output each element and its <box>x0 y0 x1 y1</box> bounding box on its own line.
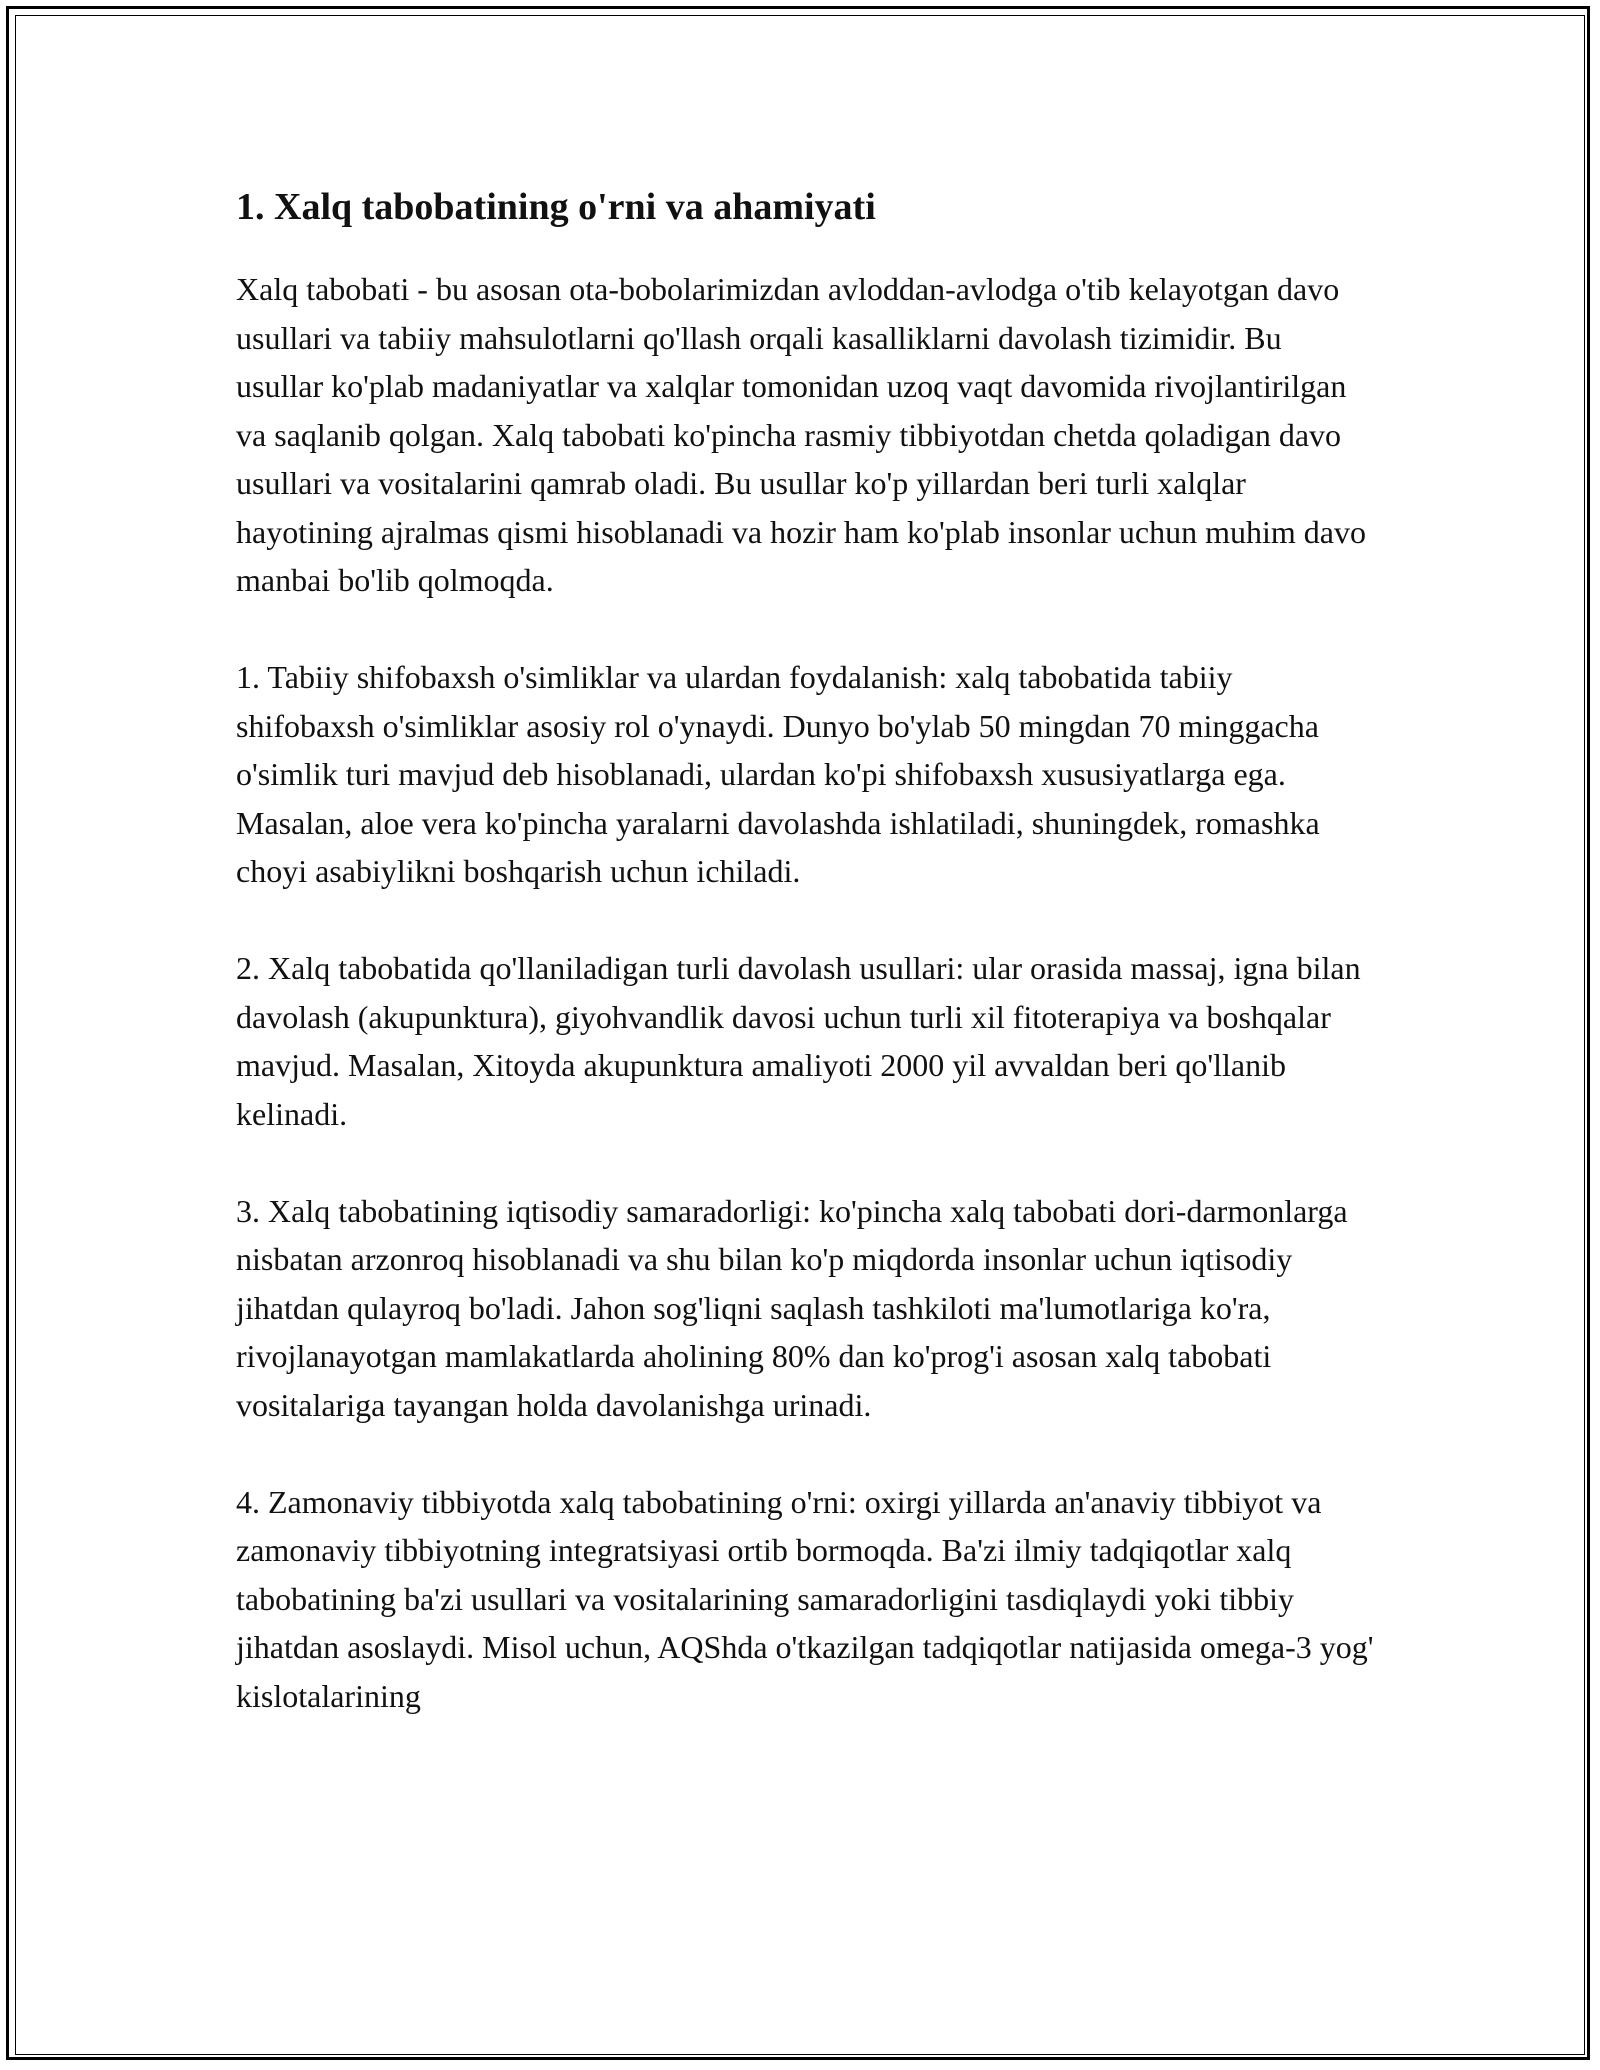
paragraph-item-3: 3. Xalq tabobatining iqtisodiy samaradorligi: ko'pincha xalq tabobati dori-darmonlarga nisbatan arzonroq hisoblanadi va shu bilan ko'p miqdorda insonlar uchun iqtisodiy jihatdan qulayroq bo'ladi. Jahon sog'liqni saqlash tashkiloti ma'lumotlariga ko'ra, rivojlanayotgan mamlakatlarda aholining 80% dan ko'prog'i asosan xalq tabobati vositalariga tayangan holda davolanishga urinadi. <box>236 1192 1348 1423</box>
paragraph-item-4: 4. Zamonaviy tibbiyotda xalq tabobatining o'rni: oxirgi yillarda an'anaviy tibbiyot va zamonaviy tibbiyotning integratsiyasi ortib bormoqda. Ba'zi ilmiy tadqiqotlar xalq tabobatining ba'zi usullari va vositalarining samaradorligini tasdiqlaydi yoki tibbiy jihatdan asoslaydi. Misol uchun, AQShda o'tkazilgan tadqiqotlar natijasida omega-3 yog' kislotalarining <box>236 1483 1374 1714</box>
paragraph-item-1: 1. Tabiiy shifobaxsh o'simliklar va ulardan foydalanish: xalq tabobatida tabiiy shifobaxsh o'simliklar asosiy rol o'ynaydi. Dunyo bo'ylab 50 mingdan 70 minggacha o'simlik turi mavjud deb hisoblanadi, ulardan ko'pi shifobaxsh xususiyatlarga ega. Masalan, aloe vera ko'pincha yaralarni davolashda ishlatiladi, shuningdek, romashka choyi asabiylikni boshqarish uchun ichiladi. <box>236 659 1320 889</box>
document-body <box>236 185 1376 1769</box>
intro-paragraph: Xalq tabobati - bu asosan ota-bobolarimizdan avloddan-avlodga o'tib kelayotgan davo usullari va tabiiy mahsulotlarni qo'llash orqali kasalliklarni davolash tizimidir. Bu usullar ko'plab madaniyatlar va xalqlar tomonidan uzoq vaqt davomida rivojlantirilgan va saqlanib qolgan. Xalq tabobati ko'pincha rasmiy tibbiyotdan chetda qoladigan davo usullari va vositalarini qamrab oladi. Bu usullar ko'p yillardan beri turli xalqlar hayotining ajralmas qismi hisoblanadi va hozir ham ko'plab insonlar uchun muhim davo manbai bo'lib qolmoqda. <box>236 271 1366 598</box>
section-title: 1. Xalq tabobatining o'rni va ahamiyati <box>236 186 876 228</box>
paragraph-item-2: 2. Xalq tabobatida qo'llaniladigan turli davolash usullari: ular orasida massaj, igna bilan davolash (akupunktura), giyohvandlik davosi uchun turli xil fitoterapiya va boshqalar mavjud. Masalan, Xitoyda akupunktura amaliyoti 2000 yil avvaldan beri qo'llanib kelinadi. <box>236 950 1361 1132</box>
